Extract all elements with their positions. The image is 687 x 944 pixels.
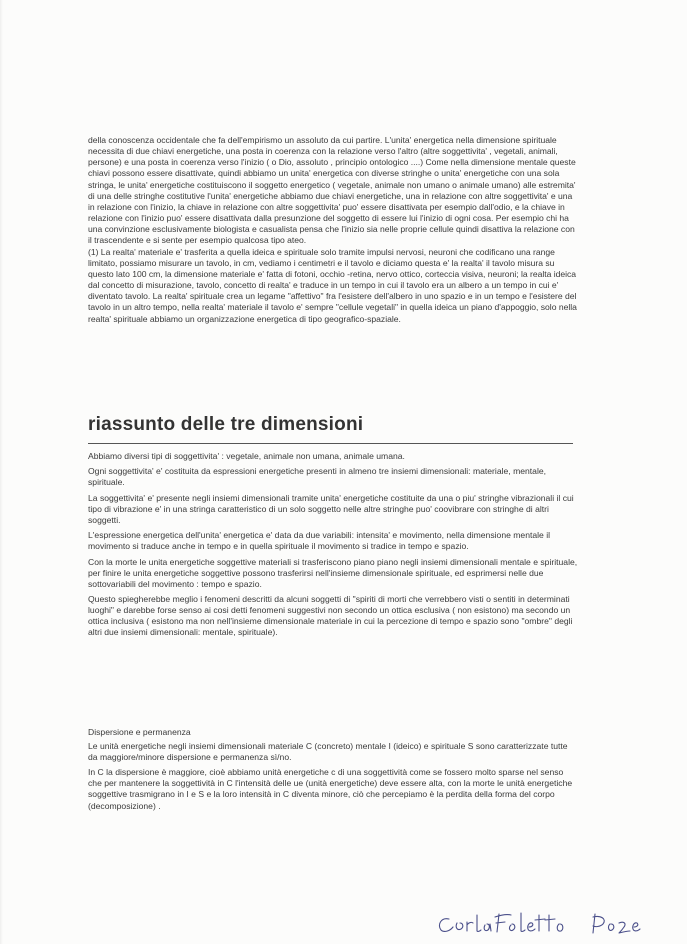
handwritten-signature: [435, 905, 675, 939]
section-heading: riassunto delle tre dimensioni: [88, 414, 364, 435]
heading-divider: [88, 443, 573, 444]
intro-paragraph: della conoscenza occidentale che fa dell'empirismo un assoluto da cui partire. L'unita' energetica nella dimensione spirituale necessita di due chiavi energetiche, una posta in coerenza con la relazione verso l'altro (altre soggettivita' , vegetali, animali, persone) e una posta in coerenza verso l'inizio ( o Dio, assoluto , principio ontologico ....) Come nella dimensione mentale queste chiavi possono essere disattivate, quindi abbiamo un unita' energetica con diverse stringhe o unita' energetiche con una sola stringa, le unita' energetiche costituiscono il soggetto energetico ( vegetale, animale non umano o animale umano) alle estremita' di una delle stringhe costitutive l'unita' energetiche abbiamo due chiavi energetiche, una in relazione con altre soggettivita' e una in relazione con l'inizio, la chiave in relazione con altre soggettivita' puo' essere disattivata per esempio dall'odio, e la chiave in relazione con l'inizio puo' essere disattivata dalla presunzione del soggetto di essere lui l'inizio di ogni cosa. Per esempio chi ha una convinzione esclusivamente biologista e casualista pensa che l'inizio sia nelle proprie cellule quindi disattiva la relazione con il trascendente e si sente per esempio qualcosa tipo ateo.: [88, 135, 576, 246]
summary-block: [88, 451, 578, 643]
summary-paragraph: Abbiamo diversi tipi di soggettivita' : vegetale, animale non umana, animale umana.: [88, 451, 405, 461]
dispersion-heading: Dispersione e permanenza: [88, 727, 191, 737]
footnote-paragraph: (1) La realta' materiale e' trasferita a quella ideica e spirituale solo tramite impulsi nervosi, neuroni che codificano una range limitato, possiamo misurare un tavolo, in cm, vediamo i centimetri e il tavolo e diciamo questa e' la realta' il tavolo misura su questo lato 100 cm, la dimensione materiale e' fatta di fotoni, occhio -retina, nervo ottico, corteccia visiva, neuroni; la realta ideica dal concetto di misurazione, tavolo, concetto di realta' e traduce in un tempo in cui il tavolo era un albero a un tempo in cui e' diventato tavolo. La realta' spirituale crea un legame "affettivo" fra l'esistere dell'albero in uno spazio e in un tempo e l'esistere del tavolo in un altro tempo, nella realta' materiale il tavolo e' sempre "cellule vegetali" in quella ideica un piano d'appoggio, solo nella realta' spirituale abbiamo un organizzazione energetica di tipo geografico-spaziale.: [88, 246, 577, 324]
dispersion-paragraph: Le unità energetiche negli insiemi dimensionali materiale C (concreto) mentale I (ideico) e spirituale S sono caratterizzate tutte da maggiore/minore dispersione e permanenza sì/no.: [88, 741, 568, 763]
dispersion-paragraph: In C la dispersione è maggiore, cioè abbiamo unità energetiche c di una soggettività come se fossero molto sparse nel senso che per mantenere la soggettività in C l'intensità delle ue (unità energetiche) deve essere alta, con la morte le unità energetiche soggettive trasmigrano in I e S e la loro intensità in C diventa minore, ciò che percepiamo è la perdita della forma del corpo (decomposizione) .: [88, 767, 573, 811]
summary-paragraph: Questo spiegherebbe meglio i fenomeni descritti da alcuni soggetti di "spiriti di morti che verrebbero visti o sentiti in determinati luoghi" e darebbe forse senso ai cosi detti fenomeni suggestivi non secondo un ottica esclusiva ( non esistono) ma secondo un ottica inclusiva ( esistono ma non nell'insieme dimensionale materiale in cui la percezione di tempo e spazio sono "ombre" degli altri due insiemi dimensionali: mentale, spirituale).: [88, 593, 573, 638]
summary-paragraph: La soggettivita' e' presente negli insiemi dimensionali tramite unita' energetiche costituite da una o piu' stringhe vibrazionali il cui tipo di vibrazione e' in una stringa caratteristico di un solo soggetto nelle altre stringhe puo' coovibrare con stringhe di altri soggetti.: [88, 492, 574, 525]
summary-paragraph: Ogni soggettivita' e' costituita da espressioni energetiche presenti in almeno tre insiemi dimensionali: materiale, mentale, spirituale.: [88, 466, 547, 488]
intro-text-block: [88, 135, 578, 325]
dispersion-block: [88, 727, 578, 816]
summary-paragraph: Con la morte le unita energetiche soggettive materiali si trasferiscono piano piano negli insiemi dimensionali mentale e spirituale, per finire le unita energetiche soggettive possono trasferirsi nell'insieme dimensionale spirituale, ed esprimersi nelle due sottovariabili del movimento : tempo e spazio.: [88, 556, 578, 589]
section-heading-row: [88, 414, 573, 436]
summary-paragraph: L'espressione energetica dell'unita' energetica e' data da due variabili: intensita' e movimento, nella dimensione mentale il movimento si traduce anche in tempo e in quella spirituale il movimento si tradice in tempo e spazio.: [88, 530, 551, 552]
